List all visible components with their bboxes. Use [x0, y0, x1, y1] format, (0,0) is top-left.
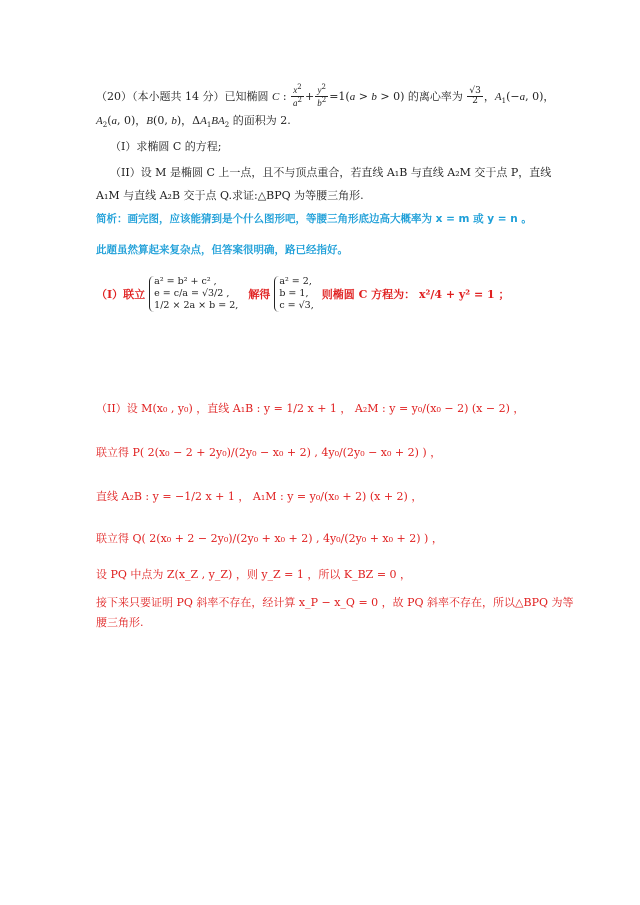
system-2-eq-1: a² = 2,: [279, 276, 312, 287]
question-2-line-2: A₁M 与直线 A₂B 交于点 Q.求证:△BPQ 为等腰三角形.: [96, 189, 364, 202]
analysis-line-2: 此题虽然算起来复杂点，但答案很明确，路已经指好。: [96, 244, 348, 256]
system-1: [149, 276, 238, 312]
part-1-result: 则椭圆 C 方程为： x²/4 + y² = 1 ；: [321, 287, 510, 301]
question-1: （I）求椭圆 C 的方程;: [110, 140, 222, 153]
problem-line-2: $A_2(a$, 0)，B(0, b)，$\Delta A_1BA_2$ 的面积为 2.: [96, 114, 291, 130]
part-2-line-4: 联立得 Q( 2(x₀ + 2 − 2y₀)/(2y₀ + x₀ + 2) , 4y₀/(2y₀ + x₀ + 2) ) ，: [96, 532, 443, 545]
system-1-eq-1: a² = b² + c² ,: [154, 276, 217, 287]
system-1-eq-3: 1/2 × 2a × b = 2,: [154, 299, 239, 311]
part-1-label: （I）联立: [96, 287, 146, 301]
part-1-block: [96, 276, 510, 312]
system-2-eq-3: c = √3,: [279, 299, 314, 311]
system-2-eq-2: b = 1,: [279, 287, 309, 299]
problem-line-1: （20）（本小题共 14 分）已知椭圆 C : $\frac{x^2}{a^2}$ + $\frac{y^2}{b^2}$ =1(a > b > 0) 的离心率为 $\frac{√3}{2}$ ，$A_1(-a$, 0)，: [96, 83, 555, 109]
system-1-eq-2: e = c/a = √3/2 ,: [154, 287, 230, 299]
part-2-line-7: 腰三角形.: [96, 616, 144, 629]
analysis-line-1: 简析：画完图，应该能猜到是个什么图形吧，等腰三角形底边高大概率为 x = m 或 y = n 。: [96, 213, 532, 225]
part-2-line-2: 联立得 P( 2(x₀ − 2 + 2y₀)/(2y₀ − x₀ + 2) , 4y₀/(2y₀ − x₀ + 2) ) ，: [96, 446, 442, 459]
part-2-line-3: 直线 A₂B : y = −1/2 x + 1 ， A₁M : y = y₀/(x₀ + 2) (x + 2) ，: [96, 490, 423, 503]
part-2-line-5: 设 PQ 中点为 Z(x_Z , y_Z) ，则 y_Z = 1 ，所以 K_BZ = 0 ，: [96, 568, 412, 581]
system-2: [274, 276, 313, 312]
part-2-line-1: （II）设 M(x₀ , y₀) ，直线 A₁B : y = 1/2 x + 1 ， A₂M : y = y₀/(x₀ − 2) (x − 2) ，: [96, 402, 525, 415]
question-2-line-1: （II）设 M 是椭圆 C 上一点，且不与顶点重合，若直线 A₁B 与直线 A₂M 交于点 P，直线: [110, 166, 552, 179]
part-1-mid: 解得: [248, 287, 271, 301]
part-2-line-6: 接下来只要证明 PQ 斜率不存在，经计算 x_P − x_Q = 0 ，故 PQ 斜率不存在，所以△BPQ 为等: [96, 596, 574, 609]
